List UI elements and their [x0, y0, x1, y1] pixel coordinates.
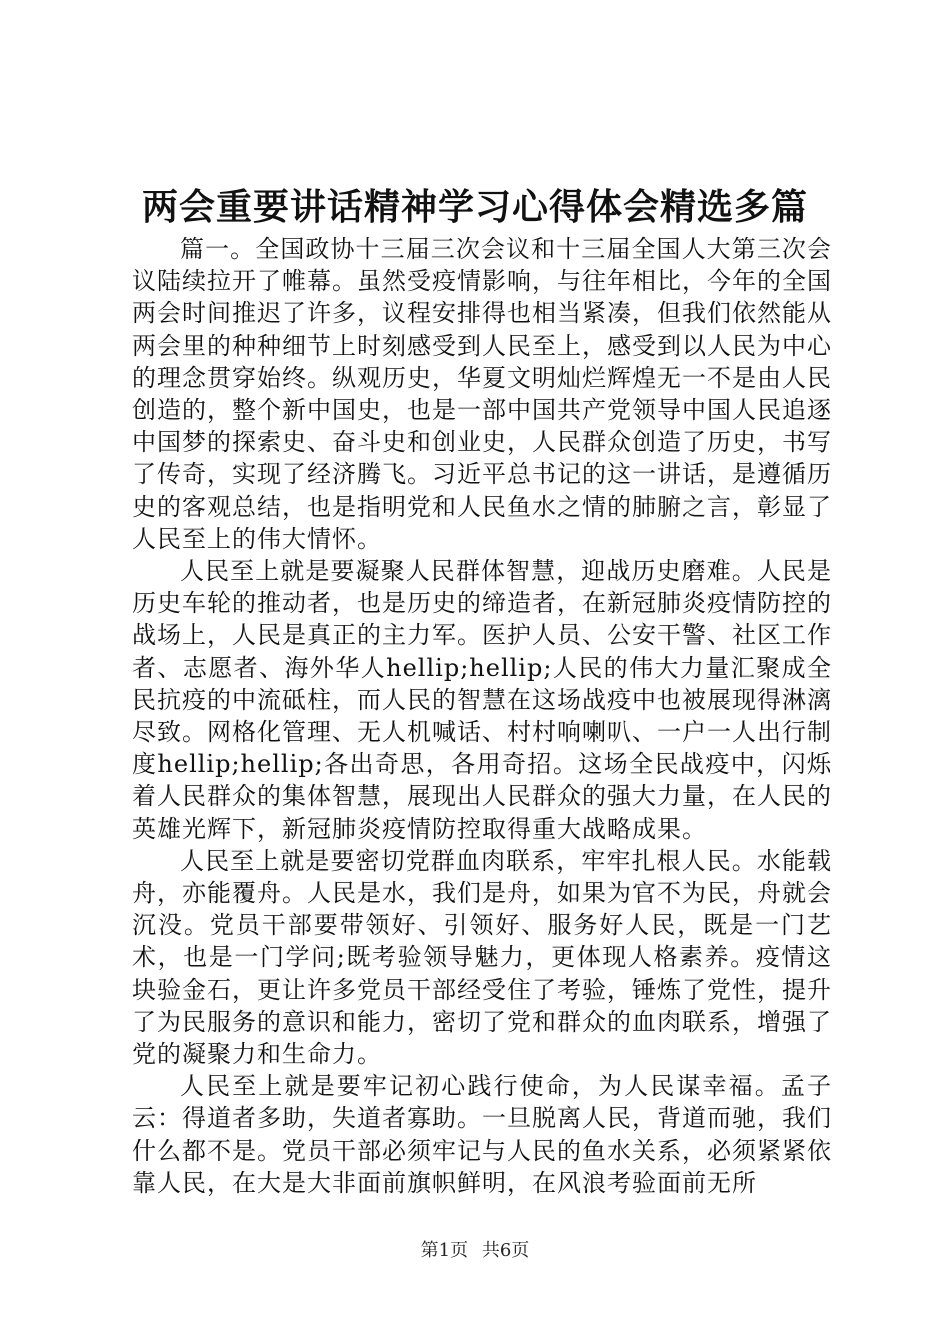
document-title: 两会重要讲话精神学习心得体会精选多篇 — [141, 187, 808, 228]
paragraph-4: 人民至上就是要牢记初心践行使命，为人民谋幸福。孟子云：得道者多助，失道者寡助。一旦脱离人民，背道而驰，我们什么都不是。党员干部必须牢记与人民的鱼水关系，必须紧紧依靠人民，在大是大非面前旗帜鲜明，在风浪考验面前无所 — [132, 1072, 832, 1197]
document-body — [132, 233, 832, 1199]
page-number: 第1页 — [420, 1240, 469, 1261]
page-total: 共6页 — [481, 1240, 530, 1261]
page-footer — [0, 1238, 950, 1264]
paragraph-3: 人民至上就是要密切党群血肉联系，牢牢扎根人民。水能载舟，亦能覆舟。人民是水，我们是舟，如果为官不为民，舟就会沉没。党员干部要带领好、引领好、服务好人民，既是一门艺术，也是一门学问;既考验领导魅力，更体现人格素养。疫情这块验金石，更让许多党员干部经受住了考验，锤炼了党性，提升了为民服务的意识和能力，密切了党和群众的血肉联系，增强了党的凝聚力和生命力。 — [132, 846, 832, 1069]
paragraph-1: 篇一。全国政协十三届三次会议和十三届全国人大第三次会议陆续拉开了帷幕。虽然受疫情影响，与往年相比，今年的全国两会时间推迟了许多，议程安排得也相当紧凑，但我们依然能从两会里的种种细节上时刻感受到人民至上，感受到以人民为中心的理念贯穿始终。纵观历史，华夏文明灿烂辉煌无一不是由人民创造的，整个新中国史，也是一部中国共产党领导中国人民追逐中国梦的探索史、奋斗史和创业史，人民群众创造了历史，书写了传奇，实现了经济腾飞。习近平总书记的这一讲话，是遵循历史的客观总结，也是指明党和人民鱼水之情的肺腑之言，彰显了人民至上的伟大情怀。 — [132, 235, 832, 553]
paragraph-2: 人民至上就是要凝聚人民群体智慧，迎战历史磨难。人民是历史车轮的推动者，也是历史的缔造者，在新冠肺炎疫情防控的战场上，人民是真正的主力军。医护人员、公安干警、社区工作者、志愿者、海外华人hellip;hellip;人民的伟大力量汇聚成全民抗疫的中流砥柱，而人民的智慧在这场战疫中也被展现得淋漓尽致。网格化管理、无人机喊话、村村响喇叭、一户一人出行制度hellip;hellip;各出奇思，各用奇招。这场全民战疫中，闪烁着人民群众的集体智慧，展现出人民群众的强大力量，在人民的英雄光辉下，新冠肺炎疫情防控取得重大战略成果。 — [132, 557, 832, 843]
